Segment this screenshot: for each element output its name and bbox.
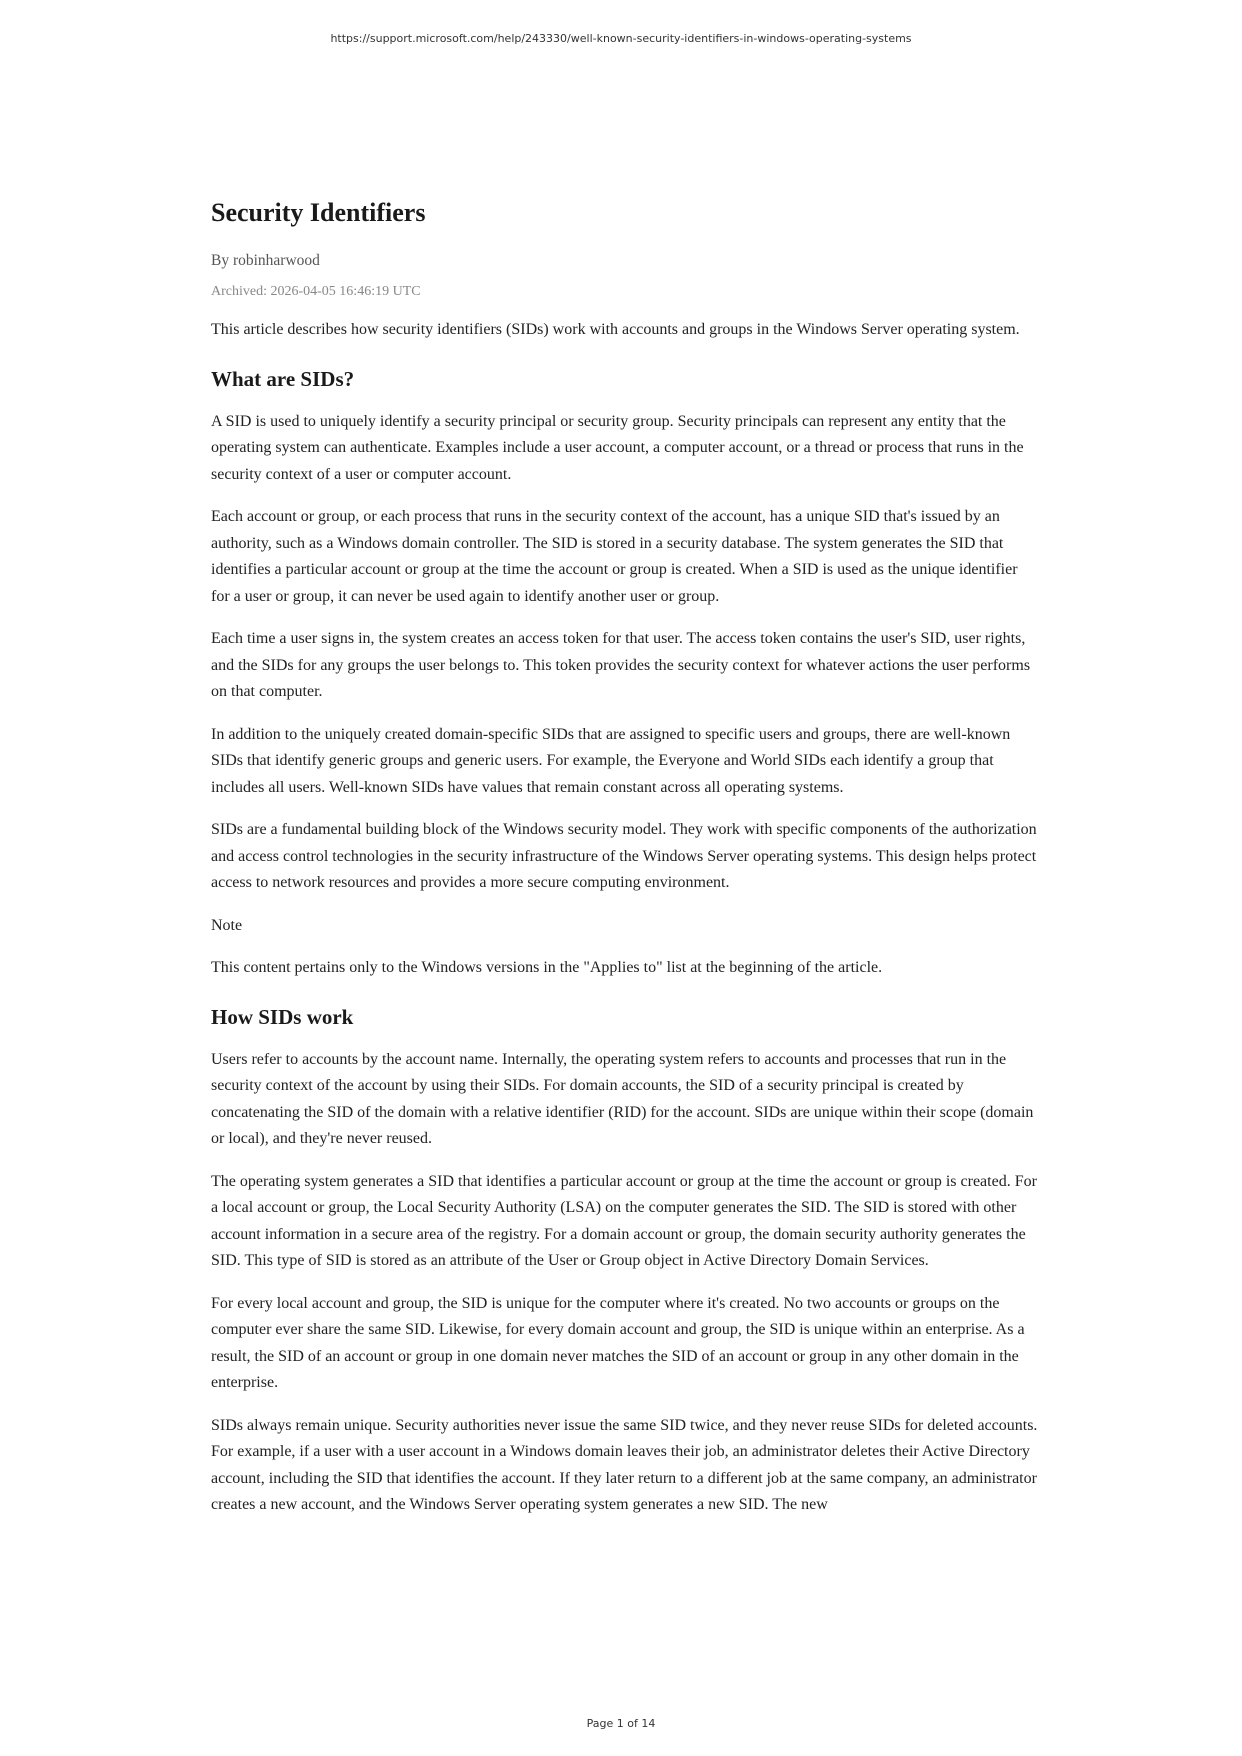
paragraph: The operating system generates a SID that identifies a particular account or group at the time the account or group is created. For a local account or group, the Local Security Authority (LSA) on the computer generates the SID. The SID is stored with other account information in a secure area of the registry. For a domain account or group, the domain security authority generates the SID. This type of SID is stored as an attribute of the User or Group object in Active Directory Domain Services.	[211, 1172, 1037, 1269]
print-header-url: https://support.microsoft.com/help/243330/well-known-security-identifiers-in-windows-operating-systems	[330, 32, 912, 45]
section-heading: How SIDs work	[211, 1004, 354, 1029]
section-what-are-sids	[211, 364, 1039, 982]
section-heading: What are SIDs?	[211, 366, 355, 391]
archived-timestamp: Archived: 2026-04-05 16:46:19 UTC	[211, 284, 421, 299]
paragraph: Each account or group, or each process that runs in the security context of the account, has a unique SID that's issued by an authority, such as a Windows domain controller. The SID is stored in a security database. The system generates the SID that identifies a particular account or group at the time the account or group is created. When a SID is used as the unique identifier for a user or group, it can never be used again to identify another user or group.	[211, 508, 1018, 605]
note-label: Note	[211, 916, 243, 934]
page-number: Page 1 of 14	[586, 1717, 656, 1730]
section-how-sids-work	[211, 1002, 1039, 1519]
paragraph: SIDs always remain unique. Security authorities never issue the same SID twice, and they never reuse SIDs for deleted accounts. For example, if a user with a user account in a Windows domain leaves their job, an administrator deletes their Active Directory account, including the SID that identifies the account. If they later return to a different job at the same company, an administrator creates a new account, and the Windows Server operating system generates a new SID. The new	[211, 1416, 1038, 1513]
paragraph: Each time a user signs in, the system creates an access token for that user. The access token contains the user's SID, user rights, and the SIDs for any groups the user belongs to. This token provides the security context for whatever actions the user performs on that computer.	[211, 630, 1031, 700]
intro-paragraph: This article describes how security identifiers (SIDs) work with accounts and groups in the Windows Server operating system.	[211, 321, 1020, 338]
paragraph: SIDs are a fundamental building block of the Windows security model. They work with specific components of the authorization and access control technologies in the security infrastructure of the Windows Server operating systems. This design helps protect access to network resources and provides a more secure computing environment.	[211, 821, 1037, 891]
paragraph: Users refer to accounts by the account name. Internally, the operating system refers to accounts and processes that run in the security context of the account by using their SIDs. For domain accounts, the SID of a security principal is created by concatenating the SID of the domain with a relative identifier (RID) for the account. SIDs are unique within their scope (domain or local), and they're never reused.	[211, 1050, 1034, 1147]
article-byline: By robinharwood	[211, 252, 320, 269]
note-text: This content pertains only to the Windows versions in the "Applies to" list at the beginning of the article.	[211, 959, 883, 976]
article-title: Security Identifiers	[211, 198, 426, 227]
paragraph: For every local account and group, the SID is unique for the computer where it's created. No two accounts or groups on the computer ever share the same SID. Likewise, for every domain account and group, the SID is unique within an enterprise. As a result, the SID of an account or group in one domain never matches the SID of an account or group in any other domain in the enterprise.	[211, 1294, 1025, 1391]
paragraph: A SID is used to uniquely identify a security principal or security group. Security principals can represent any entity that the operating system can authenticate. Examples include a user account, a computer account, or a thread or process that runs in the security context of a user or computer account.	[211, 412, 1024, 483]
paragraph: In addition to the uniquely created domain-specific SIDs that are assigned to specific users and groups, there are well-known SIDs that identify generic groups and generic users. For example, the Everyone and World SIDs each identify a group that includes all users. Well-known SIDs have values that remain constant across all operating systems.	[211, 725, 1011, 796]
article	[211, 196, 1039, 1535]
